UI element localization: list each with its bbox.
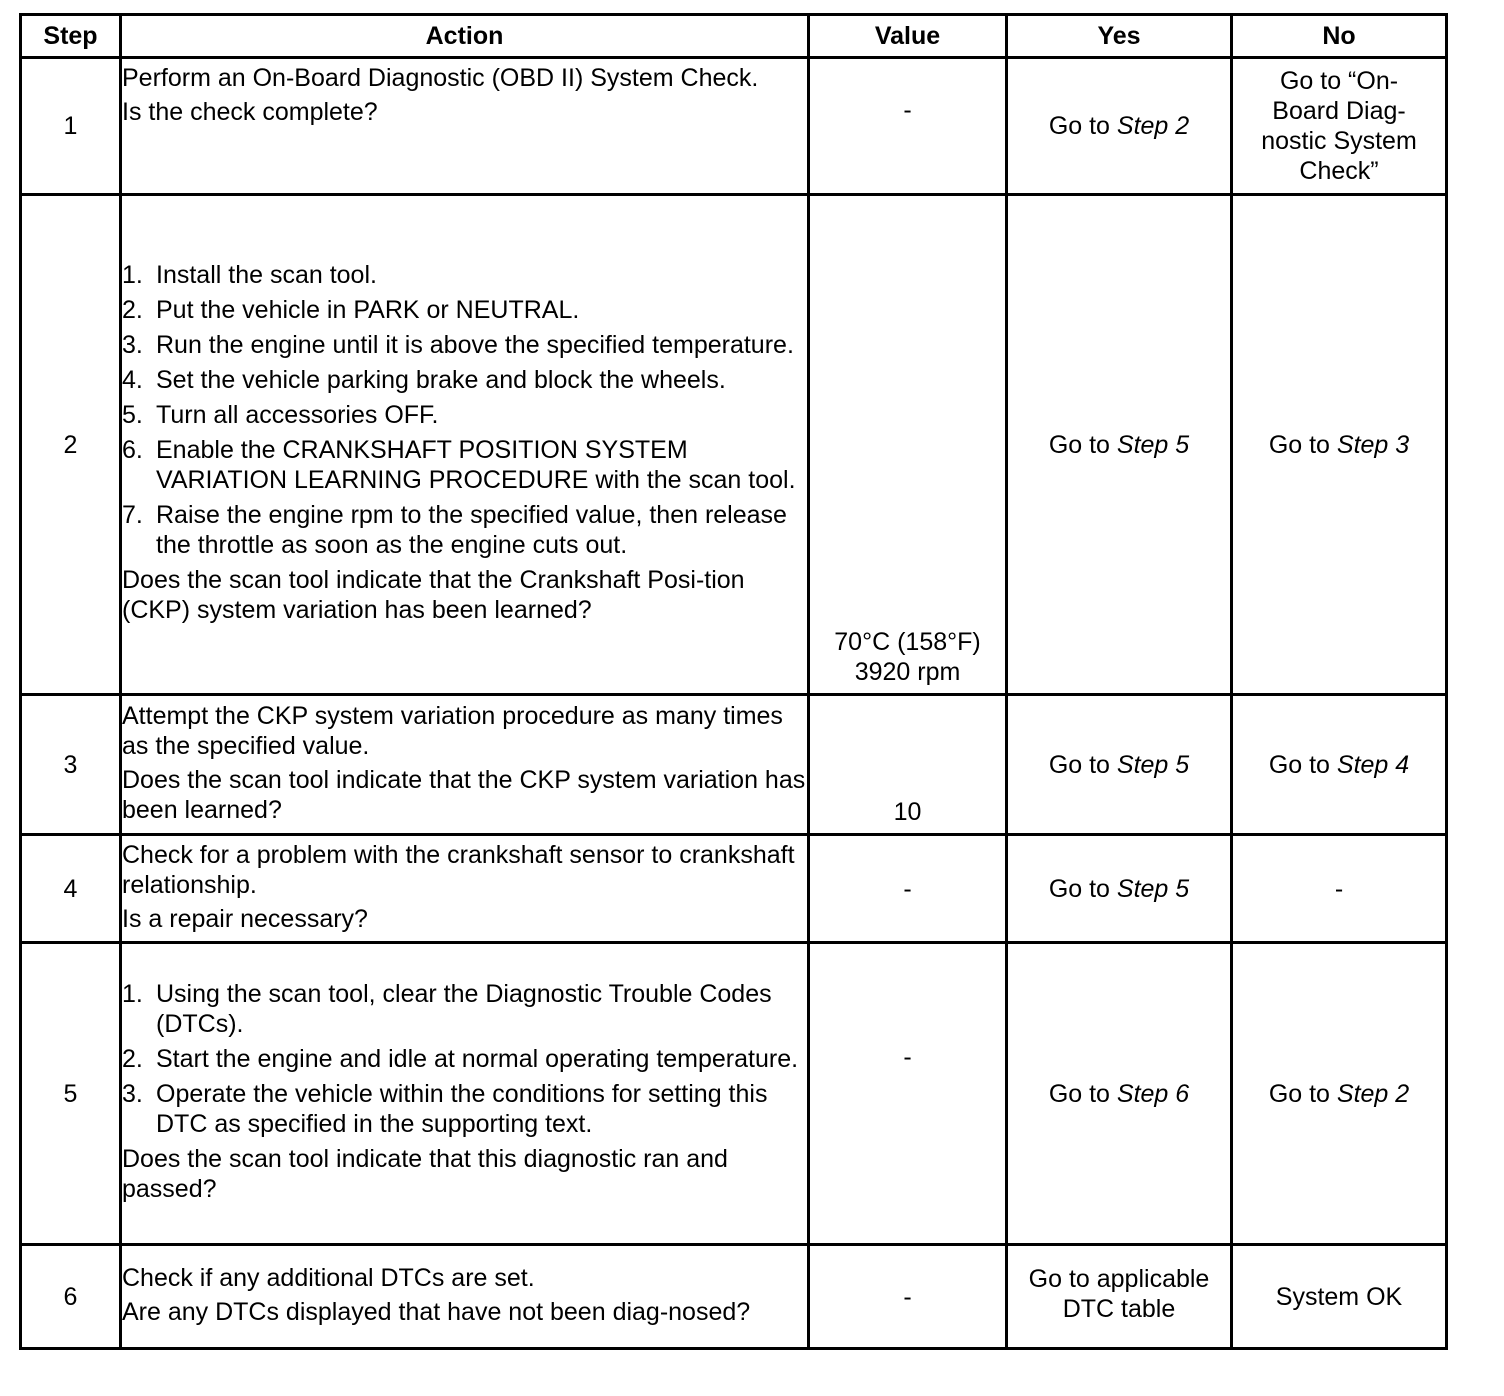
table-row: [21, 835, 1447, 943]
no-cell: [1232, 943, 1447, 1245]
table-row: [21, 58, 1447, 195]
action-steps: [122, 979, 807, 1139]
action-cell: [121, 58, 809, 195]
action-intro: Check for a problem with the crankshaft sensor to crankshaft relationship.: [122, 840, 795, 899]
yes-prefix: Go to: [1048, 1079, 1117, 1108]
step-number: 1: [21, 58, 121, 195]
no-cell: -: [1232, 835, 1447, 943]
no-prefix: Go to: [1268, 430, 1337, 459]
yes-cell: [1007, 695, 1232, 835]
action-step: 2. Put the vehicle in PARK or NEUTRAL.: [122, 296, 580, 324]
action-step: 3. Operate the vehicle within the conditions for setting this DTC as specified in the supporting text.: [122, 1080, 768, 1138]
value-cell: -: [809, 943, 1007, 1245]
action-intro: Attempt the CKP system variation procedure as many times as the specified value.: [122, 701, 783, 760]
yes-step-link: Step 5: [1116, 750, 1190, 779]
action-question: Does the scan tool indicate that the Crankshaft Posi-tion (CKP) system variation has been learned?: [122, 566, 745, 624]
yes-step-link: Step 5: [1116, 430, 1190, 459]
yes-cell: [1007, 943, 1232, 1245]
action-step: 3. Run the engine until it is above the specified temperature.: [122, 331, 794, 359]
no-cell: System OK: [1232, 1245, 1447, 1349]
yes-prefix: Go to: [1048, 430, 1117, 459]
action-question: Is a repair necessary?: [122, 904, 368, 933]
yes-cell: [1007, 195, 1232, 695]
action-cell: [121, 943, 809, 1245]
action-step: 7. Raise the engine rpm to the specified value, then release the throttle as soon as the engine cuts out.: [122, 501, 787, 559]
value-rpm: 3920 rpm: [854, 658, 961, 686]
table-row: [21, 195, 1447, 695]
action-cell: [121, 835, 809, 943]
step-number: 4: [21, 835, 121, 943]
value-cell: [809, 195, 1007, 695]
no-step-link: Step 4: [1336, 750, 1410, 779]
step-number: 3: [21, 695, 121, 835]
action-step: 2. Start the engine and idle at normal operating temperature.: [122, 1045, 799, 1073]
step-number: 6: [21, 1245, 121, 1349]
yes-prefix: Go to: [1048, 874, 1117, 903]
value-cell: 10: [809, 695, 1007, 835]
yes-cell: Go to applicable DTC table: [1007, 1245, 1232, 1349]
action-question: Does the scan tool indicate that the CKP system variation has been learned?: [122, 765, 806, 824]
no-cell: Go to “On-Board Diag-nostic System Check”: [1232, 58, 1447, 195]
value-temperature: 70°C (158°F): [834, 628, 981, 656]
yes-cell: [1007, 835, 1232, 943]
action-step: 6. Enable the CRANKSHAFT POSITION SYSTEM VARIATION LEARNING PROCEDURE with the scan tool.: [122, 436, 796, 494]
action-cell: [121, 695, 809, 835]
no-prefix: Go to: [1268, 750, 1337, 779]
header-value: Value: [809, 15, 1007, 58]
value-cell: -: [809, 58, 1007, 195]
no-step-link: Step 3: [1336, 430, 1410, 459]
yes-step-link: Step 2: [1116, 112, 1190, 140]
table-row: [21, 943, 1447, 1245]
step-number: 5: [21, 943, 121, 1245]
value-cell: -: [809, 1245, 1007, 1349]
table-row: [21, 695, 1447, 835]
action-cell: [121, 195, 809, 695]
header-no: No: [1232, 15, 1447, 58]
action-question: Are any DTCs displayed that have not been diag-nosed?: [122, 1297, 751, 1326]
action-step: 1. Install the scan tool.: [122, 261, 377, 289]
yes-step-link: Step 5: [1116, 874, 1190, 903]
action-step: 1. Using the scan tool, clear the Diagnostic Trouble Codes (DTCs).: [122, 980, 772, 1038]
table-row: [21, 1245, 1447, 1349]
action-step: 5. Turn all accessories OFF.: [122, 401, 439, 429]
yes-cell: [1007, 58, 1232, 195]
action-steps: [122, 260, 807, 560]
action-intro: Check if any additional DTCs are set.: [122, 1263, 535, 1292]
diagnostic-table: [19, 13, 1448, 1350]
action-question: Is the check complete?: [122, 98, 378, 126]
header-step: Step: [21, 15, 121, 58]
no-step-link: Step 2: [1336, 1079, 1410, 1108]
action-step: 4. Set the vehicle parking brake and block the wheels.: [122, 366, 726, 394]
header-yes: Yes: [1007, 15, 1232, 58]
no-prefix: Go to: [1268, 1079, 1337, 1108]
action-question: Does the scan tool indicate that this diagnostic ran and passed?: [122, 1145, 728, 1203]
value-cell: -: [809, 835, 1007, 943]
no-cell: [1232, 695, 1447, 835]
header-row: [21, 15, 1447, 58]
yes-prefix: Go to: [1048, 112, 1117, 140]
yes-prefix: Go to: [1048, 750, 1117, 779]
yes-step-link: Step 6: [1116, 1079, 1190, 1108]
step-number: 2: [21, 195, 121, 695]
header-action: Action: [121, 15, 809, 58]
action-cell: [121, 1245, 809, 1349]
action-intro: Perform an On-Board Diagnostic (OBD II) System Check.: [122, 64, 759, 92]
no-cell: [1232, 195, 1447, 695]
